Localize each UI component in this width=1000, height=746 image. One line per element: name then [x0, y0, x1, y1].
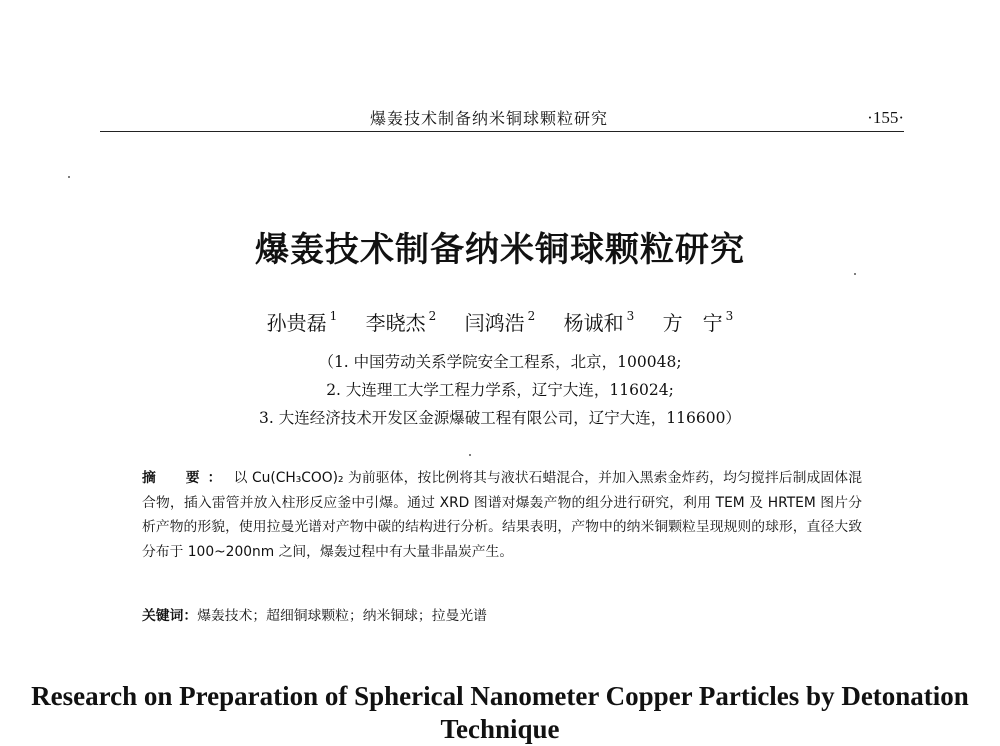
author-affiliation-mark: 1 [329, 309, 338, 324]
author-name: 闫鸿浩 [464, 311, 525, 335]
scan-speck [469, 454, 471, 456]
header-rule [100, 131, 904, 132]
affiliation: 3. 大连经济技术开发区金源爆破工程有限公司，辽宁大连，116600） [259, 409, 741, 427]
author-affiliation-mark: 3 [626, 309, 635, 324]
running-header [100, 106, 904, 130]
english-title: Research on Preparation of Spherical Nanometer Copper Particles by Detonation Technique [31, 681, 969, 744]
affiliation: （1. 中国劳动关系学院安全工程系，北京，100048; [318, 353, 682, 371]
author-affiliation-mark: 2 [527, 309, 536, 324]
affiliation: 2. 大连理工大学工程力学系，辽宁大连，116024; [326, 381, 674, 399]
keywords-text: 爆轰技术；超细铜球颗粒；纳米铜球；拉曼光谱 [197, 608, 487, 624]
author-name: 李晓杰 [365, 311, 426, 335]
author-name: 孙贵磊 [266, 311, 327, 335]
author [267, 307, 338, 336]
author-name: 方 宁 [662, 311, 723, 335]
author-list [0, 307, 1000, 336]
paper-title: 爆轰技术制备纳米铜球颗粒研究 [255, 230, 745, 270]
scan-speck [68, 176, 70, 178]
author [564, 307, 635, 336]
author-affiliation-mark: 2 [428, 309, 437, 324]
abstract-text: 以 Cu(CH₃COO)₂ 为前驱体，按比例将其与液状石蜡混合，并加入黑索金炸药，均匀搅拌后制成固体混合物，插入雷管并放入柱形反应釜中引爆。通过 XRD 图谱对爆轰产物的组分进行研究，利用 TEM 及 HRTEM 图片分析产物的形貌，使用拉曼光谱对产物中碳的结构进行分析。结果表明，产物中的纳米铜颗粒呈现规则的球形，直径大致分布于 100~200nm 之间，爆轰过程中有大量非晶炭产生。 [142, 470, 862, 560]
keywords-label: 关键词： [142, 608, 198, 624]
affiliation-list [0, 348, 1000, 432]
running-header-title: 爆轰技术制备纳米铜球颗粒研究 [370, 109, 609, 128]
keywords [142, 604, 862, 624]
page-number: ·155· [867, 108, 904, 127]
author-name: 杨诚和 [563, 311, 624, 335]
scan-speck [854, 273, 856, 275]
abstract [142, 466, 862, 564]
author [663, 307, 734, 336]
author [366, 307, 437, 336]
abstract-label: 摘 要： [142, 470, 230, 486]
author-affiliation-mark: 3 [725, 309, 734, 324]
author [465, 307, 536, 336]
